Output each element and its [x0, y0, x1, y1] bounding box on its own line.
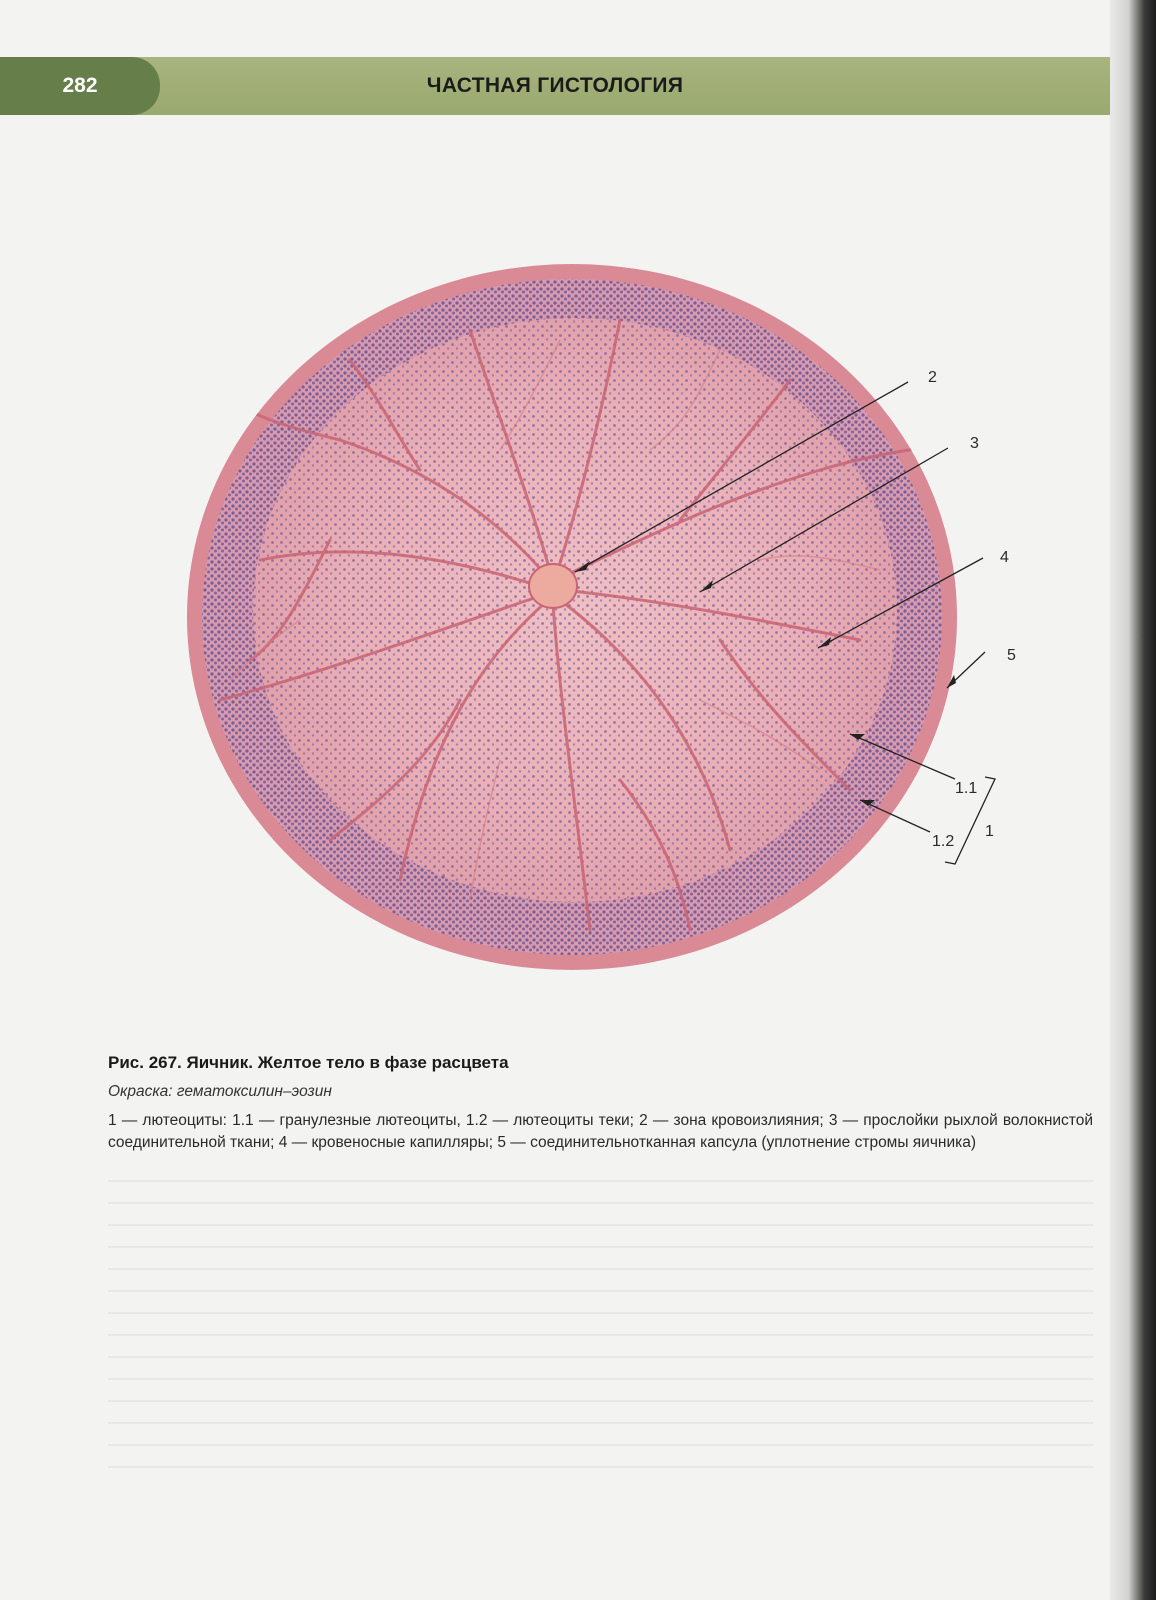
hemorrhage-zone — [529, 564, 577, 608]
page-number: 282 — [0, 57, 160, 115]
label-3: 3 — [970, 435, 979, 452]
label-5: 5 — [1007, 647, 1016, 664]
figure-legend: 1 — лютеоциты: 1.1 — гранулезные лютеоциты, 1.2 — лютеоциты теки; 2 — зона кровоизлияния; 3 — прослойки рыхлой волокнистой соединительной ткани; 4 — кровеносные капилляры; 5 — соединительнотканная капсула (уплотнение стромы яичника) — [108, 1112, 1093, 1151]
label-1-2: 1.2 — [932, 833, 955, 850]
show-through-text — [108, 1180, 1093, 1480]
book-gutter-edge — [1110, 0, 1156, 1600]
label-1-1: 1.1 — [955, 780, 978, 797]
label-1: 1 — [985, 823, 994, 840]
corpus-luteum — [187, 264, 1016, 970]
figure-caption-title: Рис. 267. Яичник. Желтое тело в фазе расцвета — [108, 1053, 509, 1072]
running-title: ЧАСТНАЯ ГИСТОЛОГИЯ — [426, 74, 684, 97]
figure-stain-note: Окраска: гематоксилин–эозин — [108, 1083, 332, 1100]
label-2: 2 — [928, 369, 937, 386]
label-4: 4 — [1000, 549, 1009, 566]
